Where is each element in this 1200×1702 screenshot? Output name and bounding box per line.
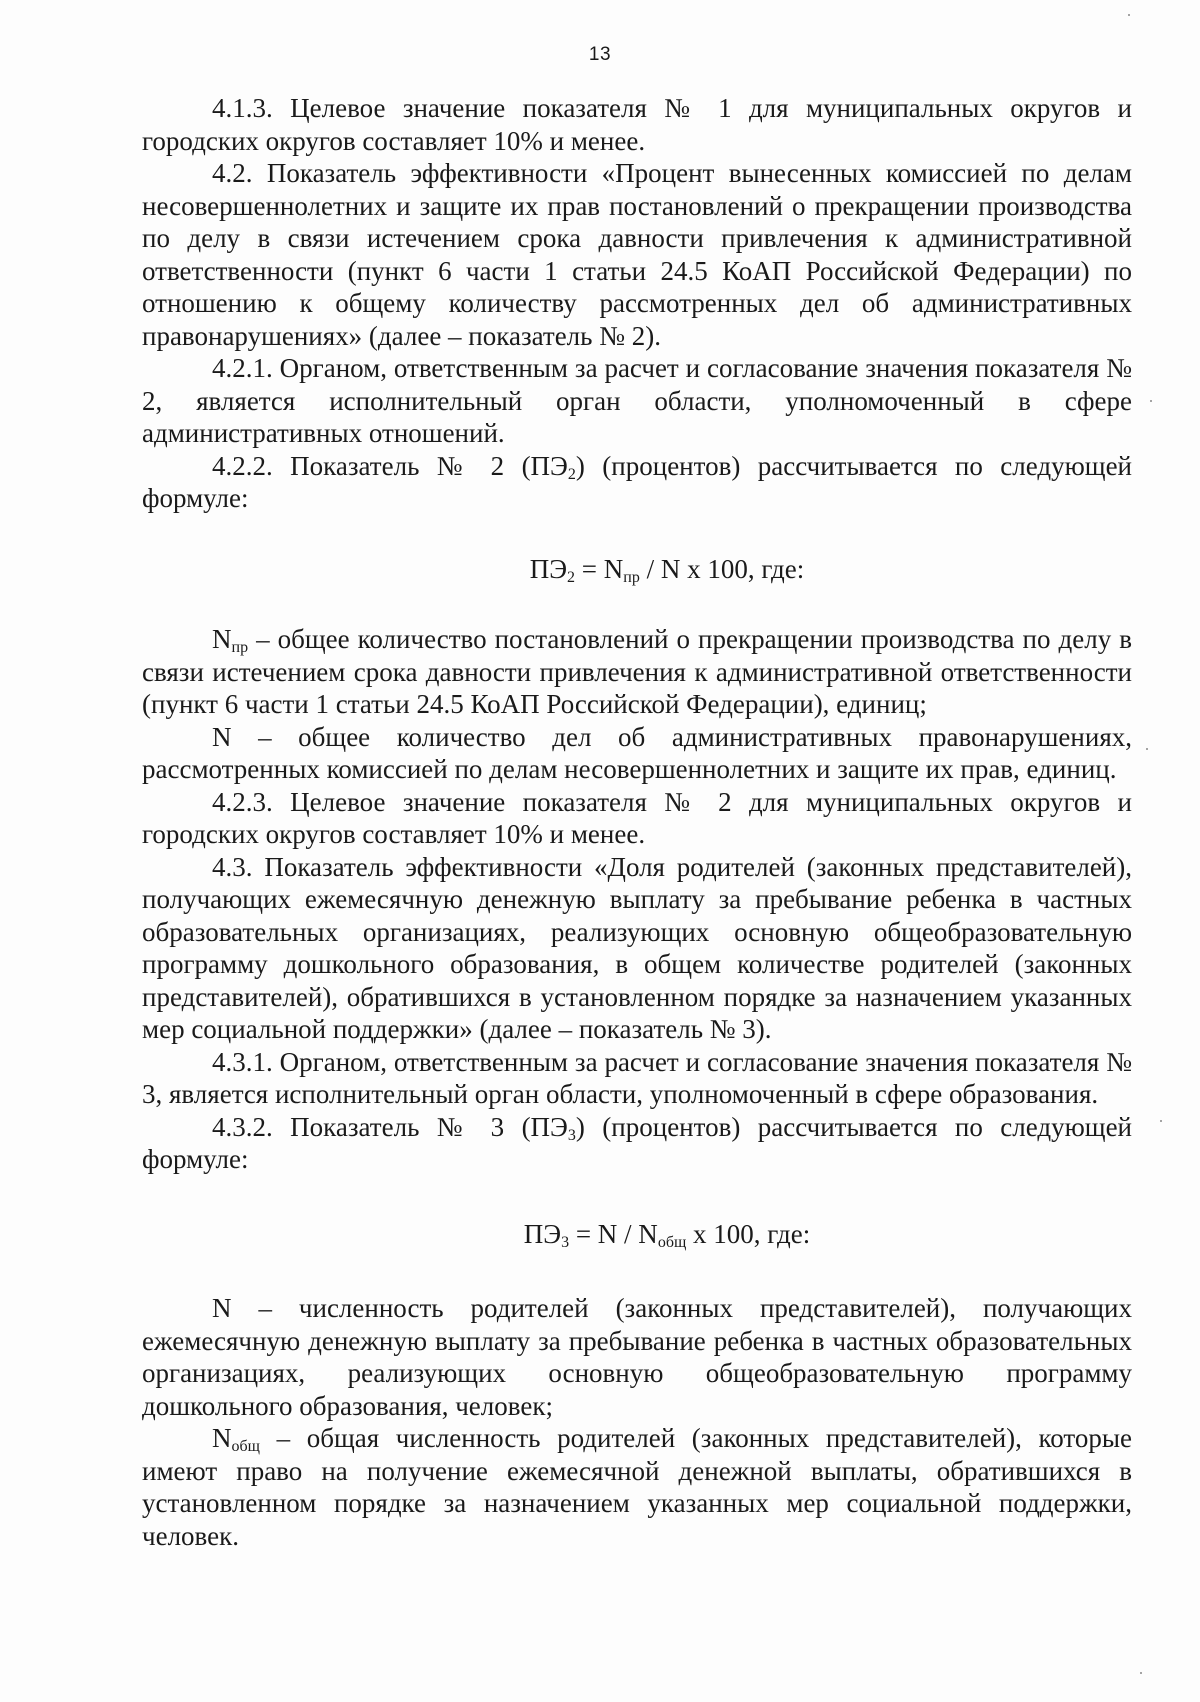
paragraph-4-1-3: 4.1.3. Целевое значение показателя № 1 для муниципальных округов и городских округов составляет 10% и менее. bbox=[142, 93, 1132, 156]
paragraph-4-2-2-subscript: 2 bbox=[567, 465, 576, 483]
formula-pe2-mid: = N bbox=[575, 553, 624, 584]
definition-n-pr bbox=[142, 623, 1132, 721]
page-number: 13 bbox=[588, 44, 612, 65]
formula-pe3-rhs: x 100, где: bbox=[686, 1218, 811, 1249]
definition-n-parents: N – численность родителей (законных представителей), получающих ежемесячную денежную выплату за пребывание ребенка в частных образовательных организациях, реализующих основную общеобразовательную программу дошкольного образования, человек; bbox=[142, 1293, 1132, 1421]
formula-pe2-mid-subscript: пр bbox=[623, 568, 640, 586]
definition-n-total-symbol: N bbox=[212, 1423, 232, 1453]
paragraph-4-3-2-text-start: 4.3.2. Показатель № 3 (ПЭ bbox=[212, 1111, 568, 1142]
definition-n-pr-text: – общее количество постановлений о прекращении производства по делу в связи истечением срока давности привлечения к административной ответственности (пункт 6 части 1 статьи 24.5 КоАП Российской Федерации), единиц; bbox=[142, 624, 1132, 719]
paragraph-4-3-1: 4.3.1. Органом, ответственным за расчет и согласование значения показателя № 3, является исполнительный орган области, уполномоченный в сфере образования. bbox=[142, 1046, 1132, 1109]
formula-pe2-rhs: / N x 100, где: bbox=[639, 553, 805, 584]
scan-speck bbox=[1128, 14, 1130, 16]
formula-pe3-lhs-subscript: 3 bbox=[561, 1233, 570, 1251]
scan-speck bbox=[1150, 400, 1152, 402]
paragraph-4-2-3: 4.2.3. Целевое значение показателя № 2 для муниципальных округов и городских округов составляет 10% и менее. bbox=[142, 786, 1132, 849]
paragraph-4-3-2 bbox=[142, 1111, 1132, 1176]
definition-n-total-subscript: общ bbox=[231, 1438, 260, 1455]
scan-speck bbox=[1160, 1120, 1162, 1122]
paragraph-4-2-1: 4.2.1. Органом, ответственным за расчет и согласование значения показателя № 2, является исполнительный орган области, уполномоченный в сфере административных отношений. bbox=[142, 353, 1132, 448]
formula-pe2-lhs: ПЭ bbox=[529, 553, 568, 584]
document-body bbox=[142, 92, 1132, 1552]
formula-pe3 bbox=[142, 1218, 1132, 1251]
paragraph-4-2-2-text-end: ) (процентов) рассчитывается по следующей формуле: bbox=[142, 450, 1132, 513]
paragraph-4-3-2-subscript: 3 bbox=[567, 1126, 576, 1144]
scan-speck bbox=[1140, 1672, 1142, 1674]
definition-n-total-text: – общая численность родителей (законных представителей), которые имеют право на получение ежемесячной денежной выплаты, обратившихся в установленном порядке за назначением указанных мер социальной поддержки, человек. bbox=[142, 1423, 1132, 1551]
formula-pe3-mid-subscript: общ bbox=[657, 1233, 687, 1251]
definition-n-total bbox=[142, 1422, 1132, 1552]
definition-n-pr-subscript: пр bbox=[231, 639, 249, 656]
definition-n-pr-symbol: N bbox=[212, 624, 232, 654]
formula-pe3-lhs: ПЭ bbox=[523, 1218, 562, 1249]
scan-speck bbox=[1146, 748, 1148, 750]
definition-n-cases: N – общее количество дел об административных правонарушениях, рассмотренных комиссией по делам несовершеннолетних и защите их прав, единиц. bbox=[142, 721, 1132, 784]
paragraph-4-3: 4.3. Показатель эффективности «Доля родителей (законных представителей), получающих ежемесячную денежную выплату за пребывание ребенка в частных образовательных организациях, реализующих основную общеобразовательную программу дошкольного образования, в общем количестве родителей (законных представителей), обратившихся в установленном порядке за назначением указанных мер социальной поддержки» (далее – показатель № 3). bbox=[142, 851, 1132, 1044]
paragraph-4-2: 4.2. Показатель эффективности «Процент вынесенных комиссией по делам несовершеннолетних и защите их прав постановлений о прекращении производства по делу в связи истечением срока давности привлечения к административной ответственности (пункт 6 части 1 статьи 24.5 КоАП Российской Федерации) по отношению к общему количеству рассмотренных дел об административных правонарушениях» (далее – показатель № 2). bbox=[142, 158, 1132, 351]
paragraph-4-3-2-text-end: ) (процентов) рассчитывается по следующей формуле: bbox=[142, 1111, 1132, 1174]
formula-pe2 bbox=[142, 553, 1132, 586]
paragraph-4-2-2 bbox=[142, 450, 1132, 515]
formula-pe2-lhs-subscript: 2 bbox=[567, 568, 576, 586]
paragraph-4-2-2-text-start: 4.2.2. Показатель № 2 (ПЭ bbox=[212, 450, 568, 481]
formula-pe3-mid: = N / N bbox=[569, 1218, 658, 1249]
